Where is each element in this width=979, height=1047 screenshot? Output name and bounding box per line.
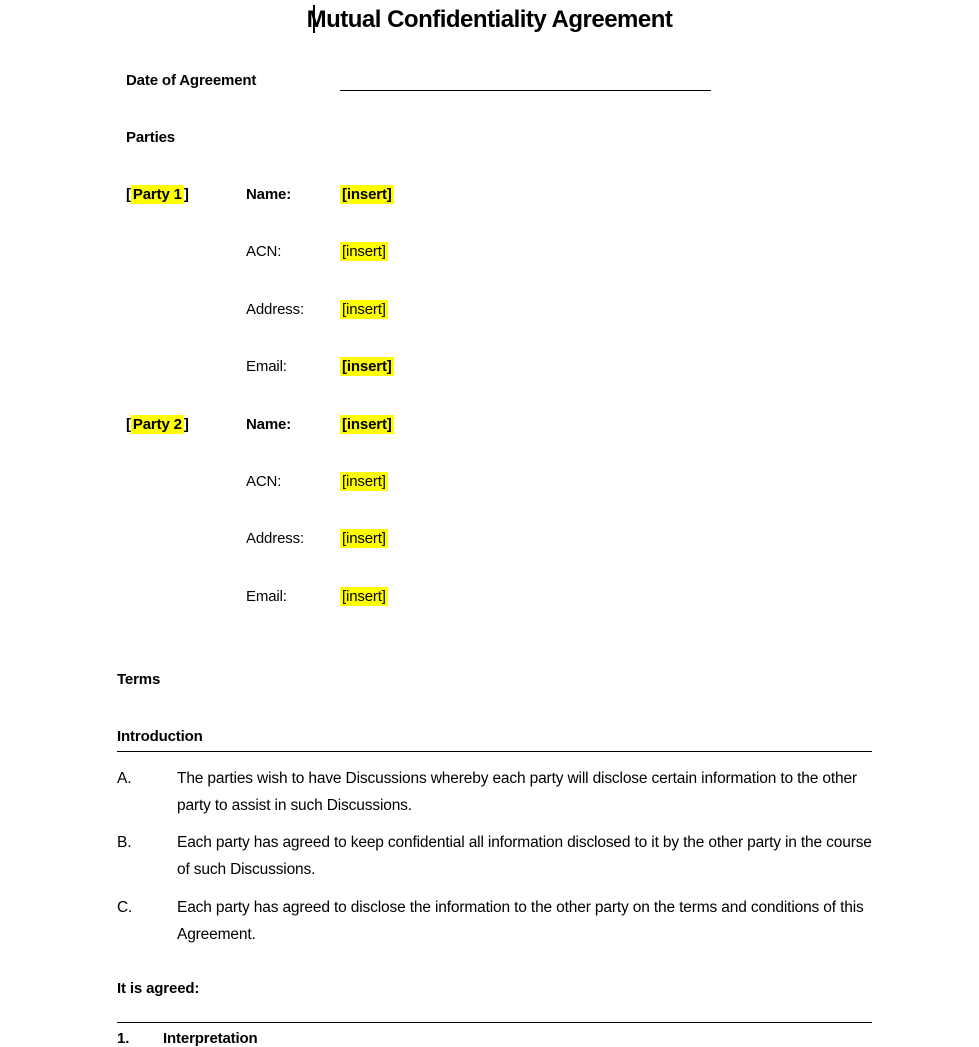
clause-1-rule bbox=[117, 1022, 872, 1023]
field-label-acn: ACN: bbox=[246, 243, 282, 261]
field-label-email: Email: bbox=[246, 358, 287, 376]
insert-placeholder[interactable]: [insert] bbox=[342, 587, 386, 605]
terms-heading: Terms bbox=[117, 671, 161, 688]
bracket-close: ] bbox=[183, 186, 189, 203]
recital-item-b bbox=[117, 829, 872, 883]
party-1-label bbox=[126, 185, 246, 242]
insert-placeholder[interactable]: [insert] bbox=[342, 243, 386, 261]
spacer-cell bbox=[126, 242, 246, 299]
spacer-cell bbox=[126, 587, 246, 644]
field-label-email: Email: bbox=[246, 587, 287, 605]
field-value-cell bbox=[340, 185, 394, 242]
party-2-label bbox=[126, 415, 246, 472]
field-label-acn: ACN: bbox=[246, 472, 282, 490]
field-value-cell bbox=[340, 242, 394, 299]
clause-number: 1. bbox=[117, 1030, 130, 1047]
date-of-agreement-label: Date of Agreement bbox=[126, 72, 257, 89]
recital-marker: B. bbox=[117, 834, 132, 851]
spacer-cell bbox=[126, 529, 246, 586]
bracket-open: [ bbox=[126, 186, 131, 203]
insert-placeholder[interactable]: [insert] bbox=[342, 186, 392, 203]
parties-heading: Parties bbox=[126, 129, 175, 146]
recital-item-c bbox=[117, 894, 872, 948]
recital-item-a bbox=[117, 765, 872, 819]
recital-marker: A. bbox=[117, 770, 132, 787]
introduction-heading: Introduction bbox=[117, 728, 203, 745]
spacer-cell bbox=[126, 300, 246, 357]
field-value-cell bbox=[340, 415, 394, 472]
recital-marker: C. bbox=[117, 899, 133, 916]
date-fill-in-line[interactable] bbox=[340, 90, 711, 91]
insert-placeholder[interactable]: [insert] bbox=[342, 415, 392, 433]
party-1-name-placeholder[interactable]: Party 1 bbox=[132, 186, 182, 203]
field-label-name: Name: bbox=[246, 186, 292, 203]
field-label-address: Address: bbox=[246, 300, 304, 318]
party-2-name-placeholder[interactable]: Party 2 bbox=[132, 415, 182, 433]
page-title: Mutual Confidentiality Agreement bbox=[306, 6, 673, 33]
bracket-open: [ bbox=[126, 415, 131, 433]
field-value-cell bbox=[340, 300, 394, 357]
spacer-cell bbox=[126, 357, 246, 414]
field-label-name: Name: bbox=[246, 415, 292, 433]
bracket-close: ] bbox=[183, 415, 189, 433]
introduction-rule bbox=[117, 751, 872, 752]
clause-title: Interpretation bbox=[163, 1030, 258, 1047]
field-value-cell bbox=[340, 529, 394, 586]
recital-text: Each party has agreed to keep confidential all information disclosed to it by the other party in the course of such Discussions. bbox=[177, 834, 872, 878]
insert-placeholder[interactable]: [insert] bbox=[342, 300, 386, 318]
clause-1-heading bbox=[117, 1029, 872, 1047]
recital-text: Each party has agreed to disclose the information to the other party on the terms and conditions of this Agreement. bbox=[177, 899, 864, 943]
field-value-cell bbox=[340, 472, 394, 529]
insert-placeholder[interactable]: [insert] bbox=[342, 530, 386, 548]
field-value-cell bbox=[340, 587, 394, 644]
it-is-agreed-heading: It is agreed: bbox=[117, 980, 200, 997]
insert-placeholder[interactable]: [insert] bbox=[342, 358, 392, 376]
field-value-cell bbox=[340, 357, 394, 414]
recital-text: The parties wish to have Discussions whereby each party will disclose certain information to the other party to assist in such Discussions. bbox=[177, 770, 857, 814]
insert-placeholder[interactable]: [insert] bbox=[342, 472, 386, 490]
spacer-cell bbox=[126, 472, 246, 529]
field-label-address: Address: bbox=[246, 530, 304, 548]
parties-table bbox=[126, 185, 394, 644]
